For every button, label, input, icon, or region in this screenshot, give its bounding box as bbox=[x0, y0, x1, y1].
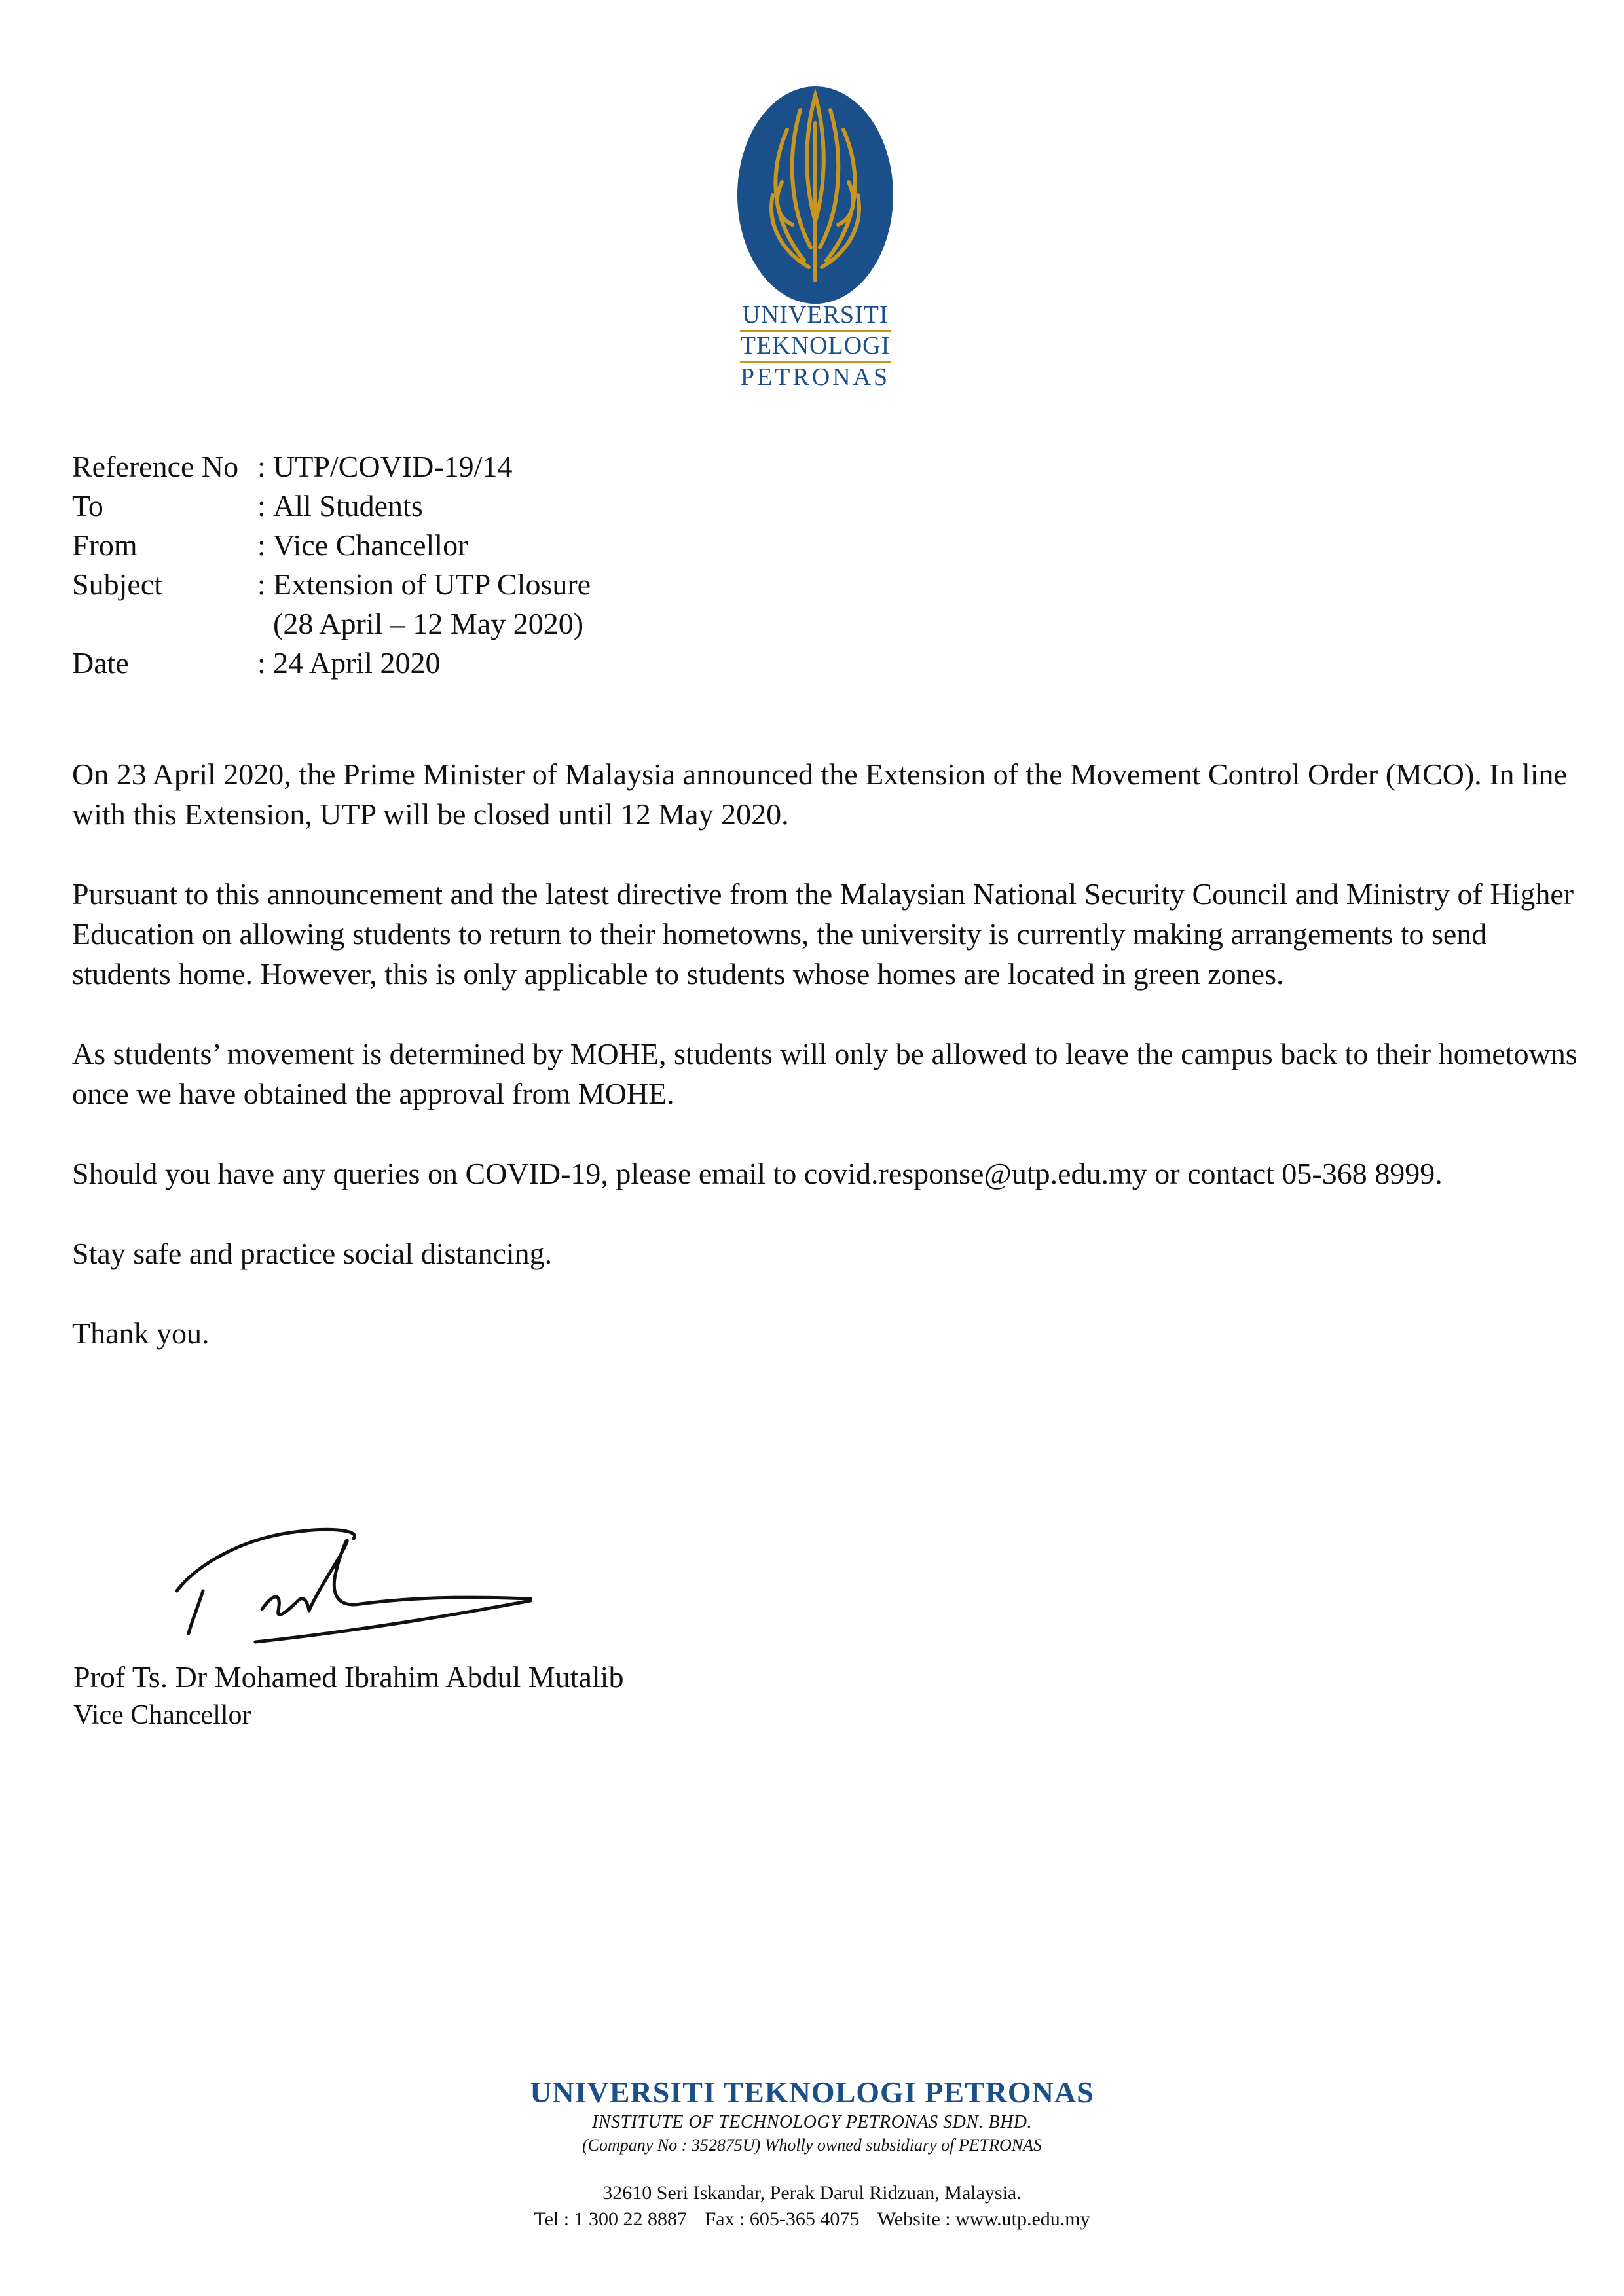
letterhead-footer bbox=[458, 2074, 1166, 2232]
logo-line-2: TEKNOLOGI bbox=[740, 332, 891, 359]
logo-divider bbox=[740, 361, 891, 363]
to-value: All Students bbox=[273, 489, 423, 522]
separator: : bbox=[257, 568, 266, 601]
subject-value-continued: (28 April – 12 May 2020) bbox=[273, 607, 584, 640]
paragraph-announcement: On 23 April 2020, the Prime Minister of Malaysia announced the Extension of the Movement Control Order (MCO). In line with this Extension, UTP will be closed until 12 May 2020. bbox=[72, 757, 1567, 831]
footer-university-name: UNIVERSITI TEKNOLOGI PETRONAS bbox=[530, 2075, 1094, 2109]
separator: : bbox=[257, 450, 266, 483]
paragraph-arrangements: Pursuant to this announcement and the latest directive from the Malaysian National Security Council and Ministry of Higher Education on allowing students to return to their hometowns, the university is currently making arrangements to send students home. However, this is only applicable to students whose homes are located in green zones. bbox=[72, 877, 1574, 991]
subject-value: Extension of UTP Closure bbox=[273, 568, 591, 601]
memo-date-row bbox=[72, 644, 591, 683]
university-logo bbox=[727, 84, 904, 398]
footer-institute: INSTITUTE OF TECHNOLOGY PETRONAS SDN. BHD. bbox=[591, 2112, 1033, 2132]
paragraph-mohe-approval: As students’ movement is determined by MOHE, students will only be allowed to leave the campus back to their hometowns once we have obtained the approval from MOHE. bbox=[72, 1037, 1578, 1110]
signatory-name: Prof Ts. Dr Mohamed Ibrahim Abdul Mutalib bbox=[73, 1660, 624, 1694]
paragraph-thank-you: Thank you. bbox=[72, 1317, 210, 1350]
memo-to-row bbox=[72, 486, 591, 526]
separator: : bbox=[257, 646, 266, 680]
reference-label: Reference No bbox=[72, 450, 239, 483]
utp-emblem-icon bbox=[727, 84, 904, 306]
date-label: Date bbox=[72, 646, 129, 680]
logo-line-3: PETRONAS bbox=[740, 363, 891, 391]
footer-fax: Fax : 605-365 4075 bbox=[705, 2208, 860, 2230]
memo-reference-row bbox=[72, 447, 591, 486]
letter-body bbox=[72, 754, 1578, 1393]
signature-image bbox=[164, 1512, 557, 1663]
to-label: To bbox=[72, 489, 103, 522]
footer-address: 32610 Seri Iskandar, Perak Darul Ridzuan, Malaysia. bbox=[602, 2182, 1022, 2204]
memo-subject-row bbox=[72, 565, 591, 604]
separator: : bbox=[257, 528, 266, 562]
date-value: 24 April 2020 bbox=[273, 646, 441, 680]
separator: : bbox=[257, 489, 266, 522]
signatory-title: Vice Chancellor bbox=[73, 1700, 251, 1730]
paragraph-stay-safe: Stay safe and practice social distancing. bbox=[72, 1237, 553, 1270]
subject-label: Subject bbox=[72, 568, 162, 601]
footer-website[interactable]: Website : www.utp.edu.my bbox=[877, 2208, 1090, 2230]
from-label: From bbox=[72, 528, 138, 562]
footer-tel: Tel : 1 300 22 8887 bbox=[534, 2208, 688, 2230]
footer-company: (Company No : 352875U) Wholly owned subsidiary of PETRONAS bbox=[582, 2136, 1042, 2155]
footer-contact bbox=[458, 2206, 1166, 2232]
memo-header bbox=[72, 447, 591, 683]
reference-value: UTP/COVID-19/14 bbox=[273, 450, 513, 483]
memo-from-row bbox=[72, 526, 591, 565]
from-value: Vice Chancellor bbox=[273, 528, 468, 562]
paragraph-contact: Should you have any queries on COVID-19, please email to covid.response@utp.edu.my or contact 05-368 8999. bbox=[72, 1157, 1443, 1190]
logo-line-1: UNIVERSITI bbox=[742, 301, 889, 329]
